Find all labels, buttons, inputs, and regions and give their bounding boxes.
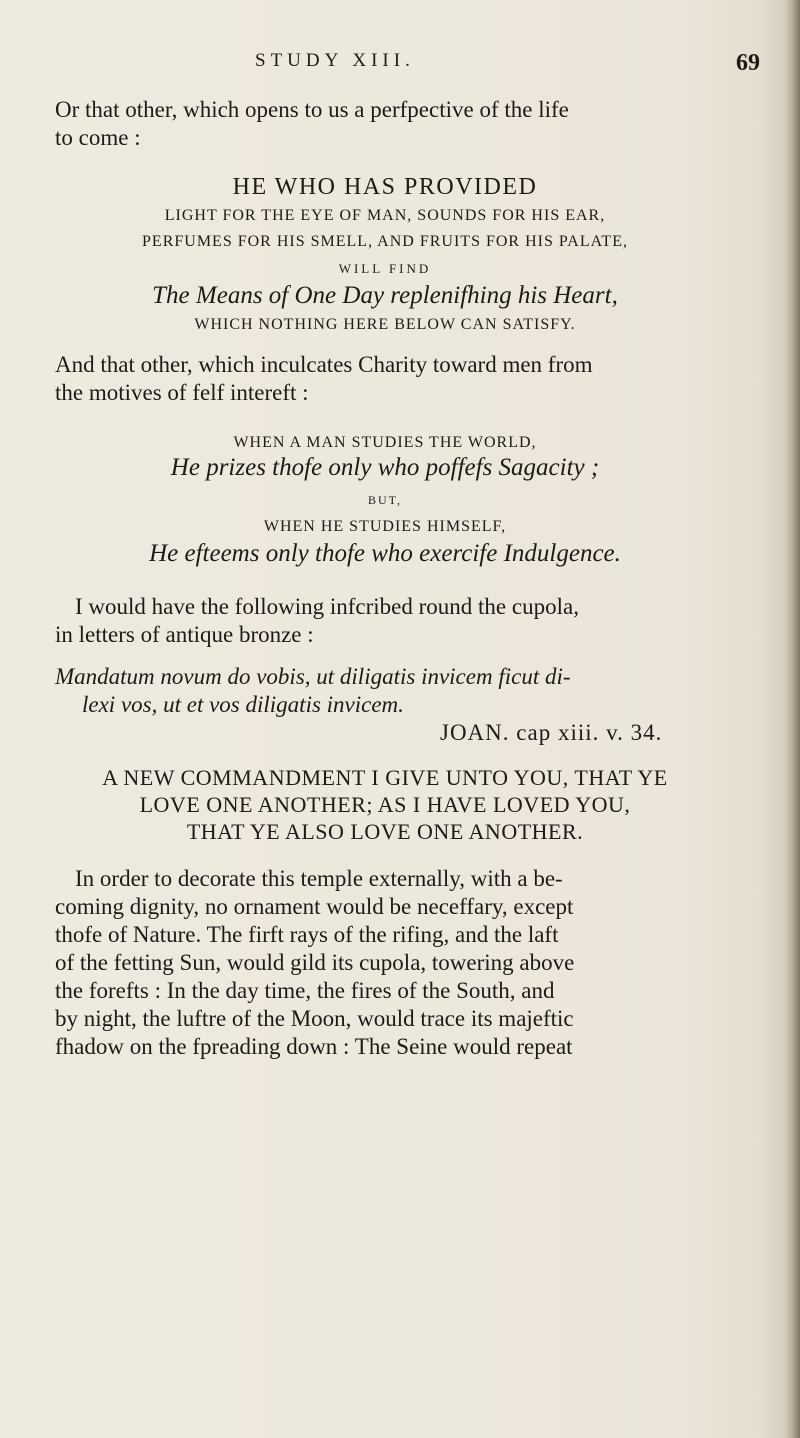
page-edge (784, 0, 800, 1438)
para2-line-2: coming dignity, no ornament would be neceffary, except (55, 894, 574, 919)
inscription2-line1: WHEN A MAN STUDIES THE WORLD, (233, 434, 537, 451)
page-number: 69 (736, 50, 760, 76)
inscription1-heading: HE WHO HAS PROVIDED (232, 174, 538, 200)
intro2-line-2: the motives of felf intereft : (55, 380, 309, 405)
inscription1-line6: WHICH NOTHING HERE BELOW CAN SATISFY. (194, 316, 576, 333)
commandment-line-2: LOVE ONE ANOTHER; AS I HAVE LOVED YOU, (139, 792, 631, 817)
intro2-line-1: And that other, which inculcates Charity toward men from (55, 352, 593, 377)
inscription1-line2: LIGHT FOR THE EYE OF MAN, SOUNDS FOR HIS EAR, (164, 207, 606, 224)
running-head-title: STUDY XIII. (255, 50, 415, 71)
intro-line-2: to come : (55, 125, 141, 150)
para2-line-6: by night, the luftre of the Moon, would trace its majeftic (55, 1006, 574, 1031)
para1-line-1: I would have the following infcribed round the cupola, (75, 594, 579, 619)
para1-line-2: in letters of antique bronze : (55, 622, 314, 647)
para2-line-7: fhadow on the fpreading down : The Seine would repeat (55, 1034, 573, 1059)
inscription2-but: BUT, (367, 493, 403, 507)
commandment-line-3: THAT YE ALSO LOVE ONE ANOTHER. (186, 819, 584, 844)
intro-line-1: Or that other, which opens to us a perfpective of the life (55, 97, 569, 122)
latin-line-1: Mandatum novum do vobis, ut diligatis invicem ficut di- (55, 664, 571, 689)
para2-line-3: thofe of Nature. The firft rays of the rifing, and the laft (55, 922, 559, 947)
inscription2-italic1: He prizes thofe only who poffefs Sagacity ; (170, 454, 600, 481)
inscription2-italic2: He efteems only thofe who exercife Indulgence. (149, 540, 621, 567)
citation: JOAN. cap xiii. v. 34. (440, 720, 663, 745)
latin-line-2: lexi vos, ut et vos diligatis invicem. (82, 692, 404, 717)
running-head (0, 50, 800, 86)
para2-line-5: the forefts : In the day time, the fires of the South, and (55, 978, 555, 1003)
para2-line-4: of the fetting Sun, would gild its cupola, towering above (55, 950, 575, 975)
para2-line-1: In order to decorate this temple externally, with a be- (75, 866, 563, 891)
inscription2-line2: WHEN HE STUDIES HIMSELF, (263, 518, 507, 535)
inscription1-italic: The Means of One Day replenifhing his Heart, (152, 282, 618, 309)
inscription1-line3: PERFUMES FOR HIS SMELL, AND FRUITS FOR HIS PALATE, (142, 233, 628, 250)
inscription1-line4: WILL FIND (338, 261, 432, 276)
commandment-line-1: A NEW COMMANDMENT I GIVE UNTO YOU, THAT YE (102, 765, 668, 790)
